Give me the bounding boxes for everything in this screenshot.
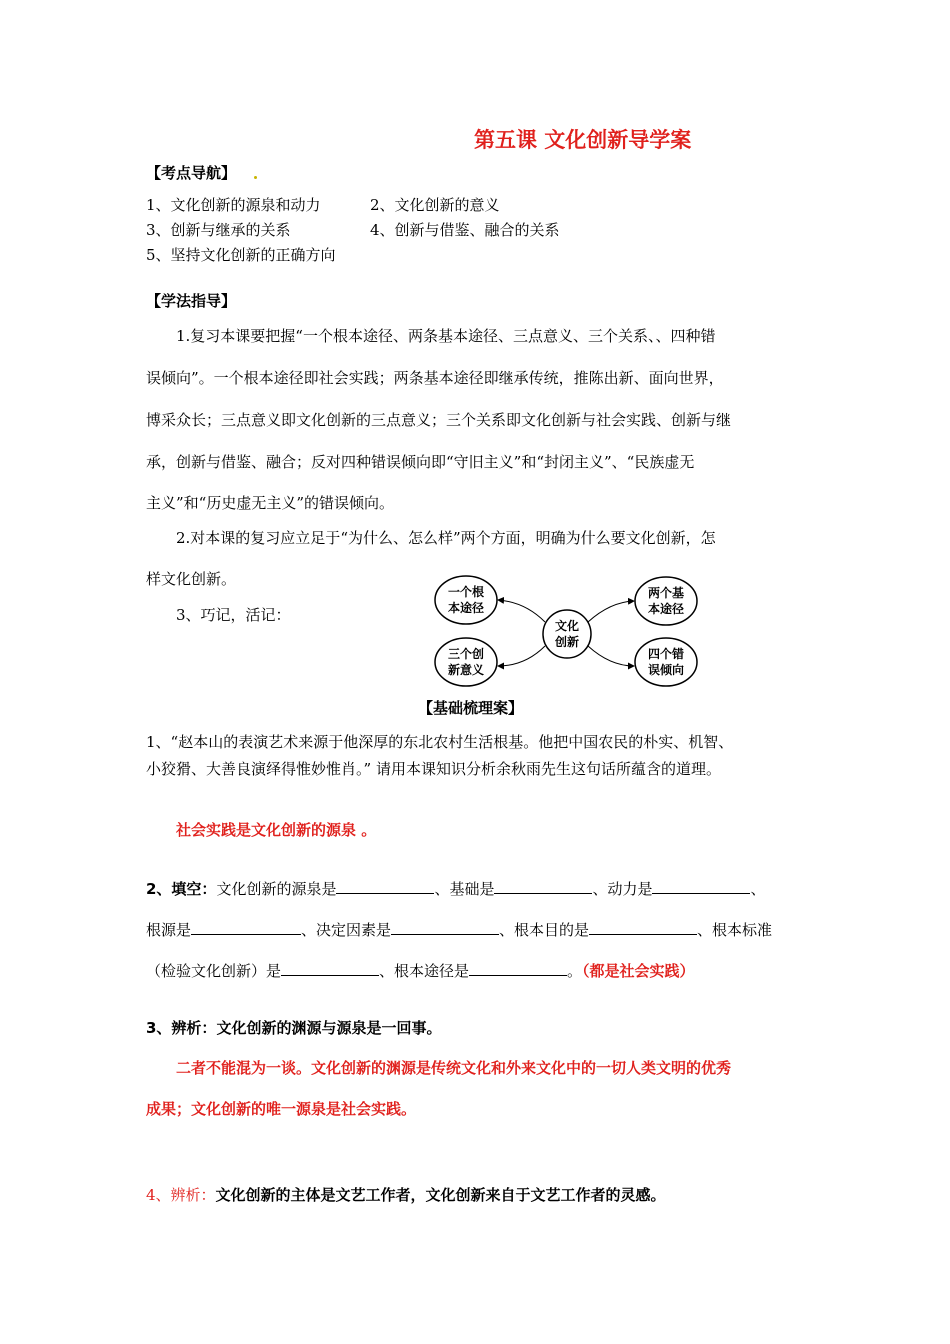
q2-text: （检验文化创新）是 [146, 962, 282, 980]
blank-field[interactable] [391, 920, 499, 935]
mindmap-node-3 [435, 638, 497, 686]
mindmap-center-label: 创新 [554, 635, 580, 649]
q2-text: 、根本目的是 [499, 921, 590, 939]
kaodian-item-5: 5、坚持文化创新的正确方向 [146, 246, 336, 264]
mindmap-node-label: 误倾向 [647, 663, 685, 677]
page-title: 第五课 文化创新导学案 [474, 128, 692, 152]
q2-answer: （都是社会实践） [582, 962, 695, 980]
mindmap-center-label: 文化 [554, 619, 580, 633]
q2-line-3 [146, 960, 695, 981]
kaodian-item-2: 2、文化创新的意义 [370, 196, 500, 214]
mindmap-node-label: 新意义 [447, 663, 485, 677]
q2-line-2 [146, 919, 772, 940]
xuefa-p1-line: 博采众长；三点意义即文化创新的三点意义；三个关系即文化创新与社会实践、创新与继 [146, 411, 732, 429]
blank-field[interactable] [336, 879, 434, 894]
q3-answer-line: 二者不能混为一谈。文化创新的渊源是传统文化和外来文化中的一切人类文明的优秀 [176, 1059, 732, 1077]
decorative-dot [254, 176, 257, 179]
mindmap-node-4 [635, 638, 697, 686]
kaodian-item-1: 1、文化创新的源泉和动力 [146, 196, 321, 214]
xuefa-p1-line: 承，创新与借鉴、融合；反对四种错误倾向即“守旧主义”和“封闭主义”、“民族虚无 [146, 453, 695, 471]
q1-answer: 社会实践是文化创新的源泉 。 [176, 821, 377, 839]
blank-field[interactable] [281, 961, 379, 976]
blank-field[interactable] [652, 879, 750, 894]
blank-field[interactable] [494, 879, 592, 894]
q2-text: 、根本标准 [697, 921, 773, 939]
q4-label: 4、辨析： [146, 1186, 216, 1204]
mindmap-center-node [543, 610, 591, 658]
xuefa-p3: 3、巧记，活记： [176, 606, 291, 624]
q3-label: 3、辨析： [146, 1019, 217, 1037]
mindmap-node-1 [435, 576, 497, 624]
q4-text: 文化创新的主体是文艺工作者，文化创新来自于文艺工作者的灵感。 [215, 1186, 666, 1204]
mindmap-node-label: 四个错 [647, 647, 685, 661]
mindmap-node-2 [635, 577, 697, 625]
xuefa-p2-line: 样文化创新。 [146, 570, 237, 588]
q2-text: 、基础是 [434, 880, 495, 898]
blank-field[interactable] [469, 961, 567, 976]
kaodian-item-3: 3、创新与继承的关系 [146, 221, 291, 239]
mindmap-node-label: 三个创 [447, 647, 485, 661]
xuefa-p1-line: 1.复习本课要把握“一个根本途径、两条基本途径、三点意义、三个关系、、四种错 [176, 327, 716, 345]
q2-text: 、根本途径是 [379, 962, 470, 980]
xuefa-p1-line: 误倾向”。一个根本途径即社会实践；两条基本途径即继承传统，推陈出新、面向世界， [146, 369, 724, 387]
q2-text: 、决定因素是 [301, 921, 392, 939]
mindmap-node-label: 本途径 [647, 602, 685, 616]
q1-line: 小狡猾、大善良演绎得惟妙惟肖。” 请用本课知识分析余秋雨先生这句话所蕴含的道理。 [146, 760, 721, 778]
mindmap-node-label: 两个基 [647, 586, 685, 600]
q2-text: 。 [567, 962, 583, 980]
xuefa-heading: 【学法指导】 [146, 292, 237, 310]
xuefa-p2-line: 2.对本课的复习应立足于“为什么、怎么样”两个方面，明确为什么要文化创新，怎 [176, 529, 716, 547]
xuefa-p1-line: 主义”和“历史虚无主义”的错误倾向。 [146, 494, 395, 512]
mindmap-node-label: 一个根 [447, 585, 485, 599]
q2-text: 根源是 [146, 921, 192, 939]
q3-text: 文化创新的渊源与源泉是一回事。 [216, 1019, 442, 1037]
kaodian-item-4: 4、创新与借鉴、融合的关系 [370, 221, 560, 239]
q3-answer-line: 成果；文化创新的唯一源泉是社会实践。 [146, 1100, 417, 1118]
q2-text: 、 [750, 880, 766, 898]
q2-line-1 [146, 878, 766, 899]
jichu-heading: 【基础梳理案】 [418, 699, 524, 717]
blank-field[interactable] [191, 920, 301, 935]
q3-line [146, 1017, 441, 1038]
blank-field[interactable] [589, 920, 697, 935]
q2-text: 、动力是 [592, 880, 653, 898]
mindmap-node-label: 本途径 [447, 601, 485, 615]
q4-line [146, 1184, 666, 1205]
q2-text: 文化创新的源泉是 [216, 880, 337, 898]
q1-line: 1、“赵本山的表演艺术来源于他深厚的东北农村生活根基。他把中国农民的朴实、机智、 [146, 733, 734, 751]
mindmap-diagram [430, 574, 702, 688]
q2-label: 2、填空： [146, 880, 217, 898]
kaodian-heading: 【考点导航】 [146, 164, 237, 182]
